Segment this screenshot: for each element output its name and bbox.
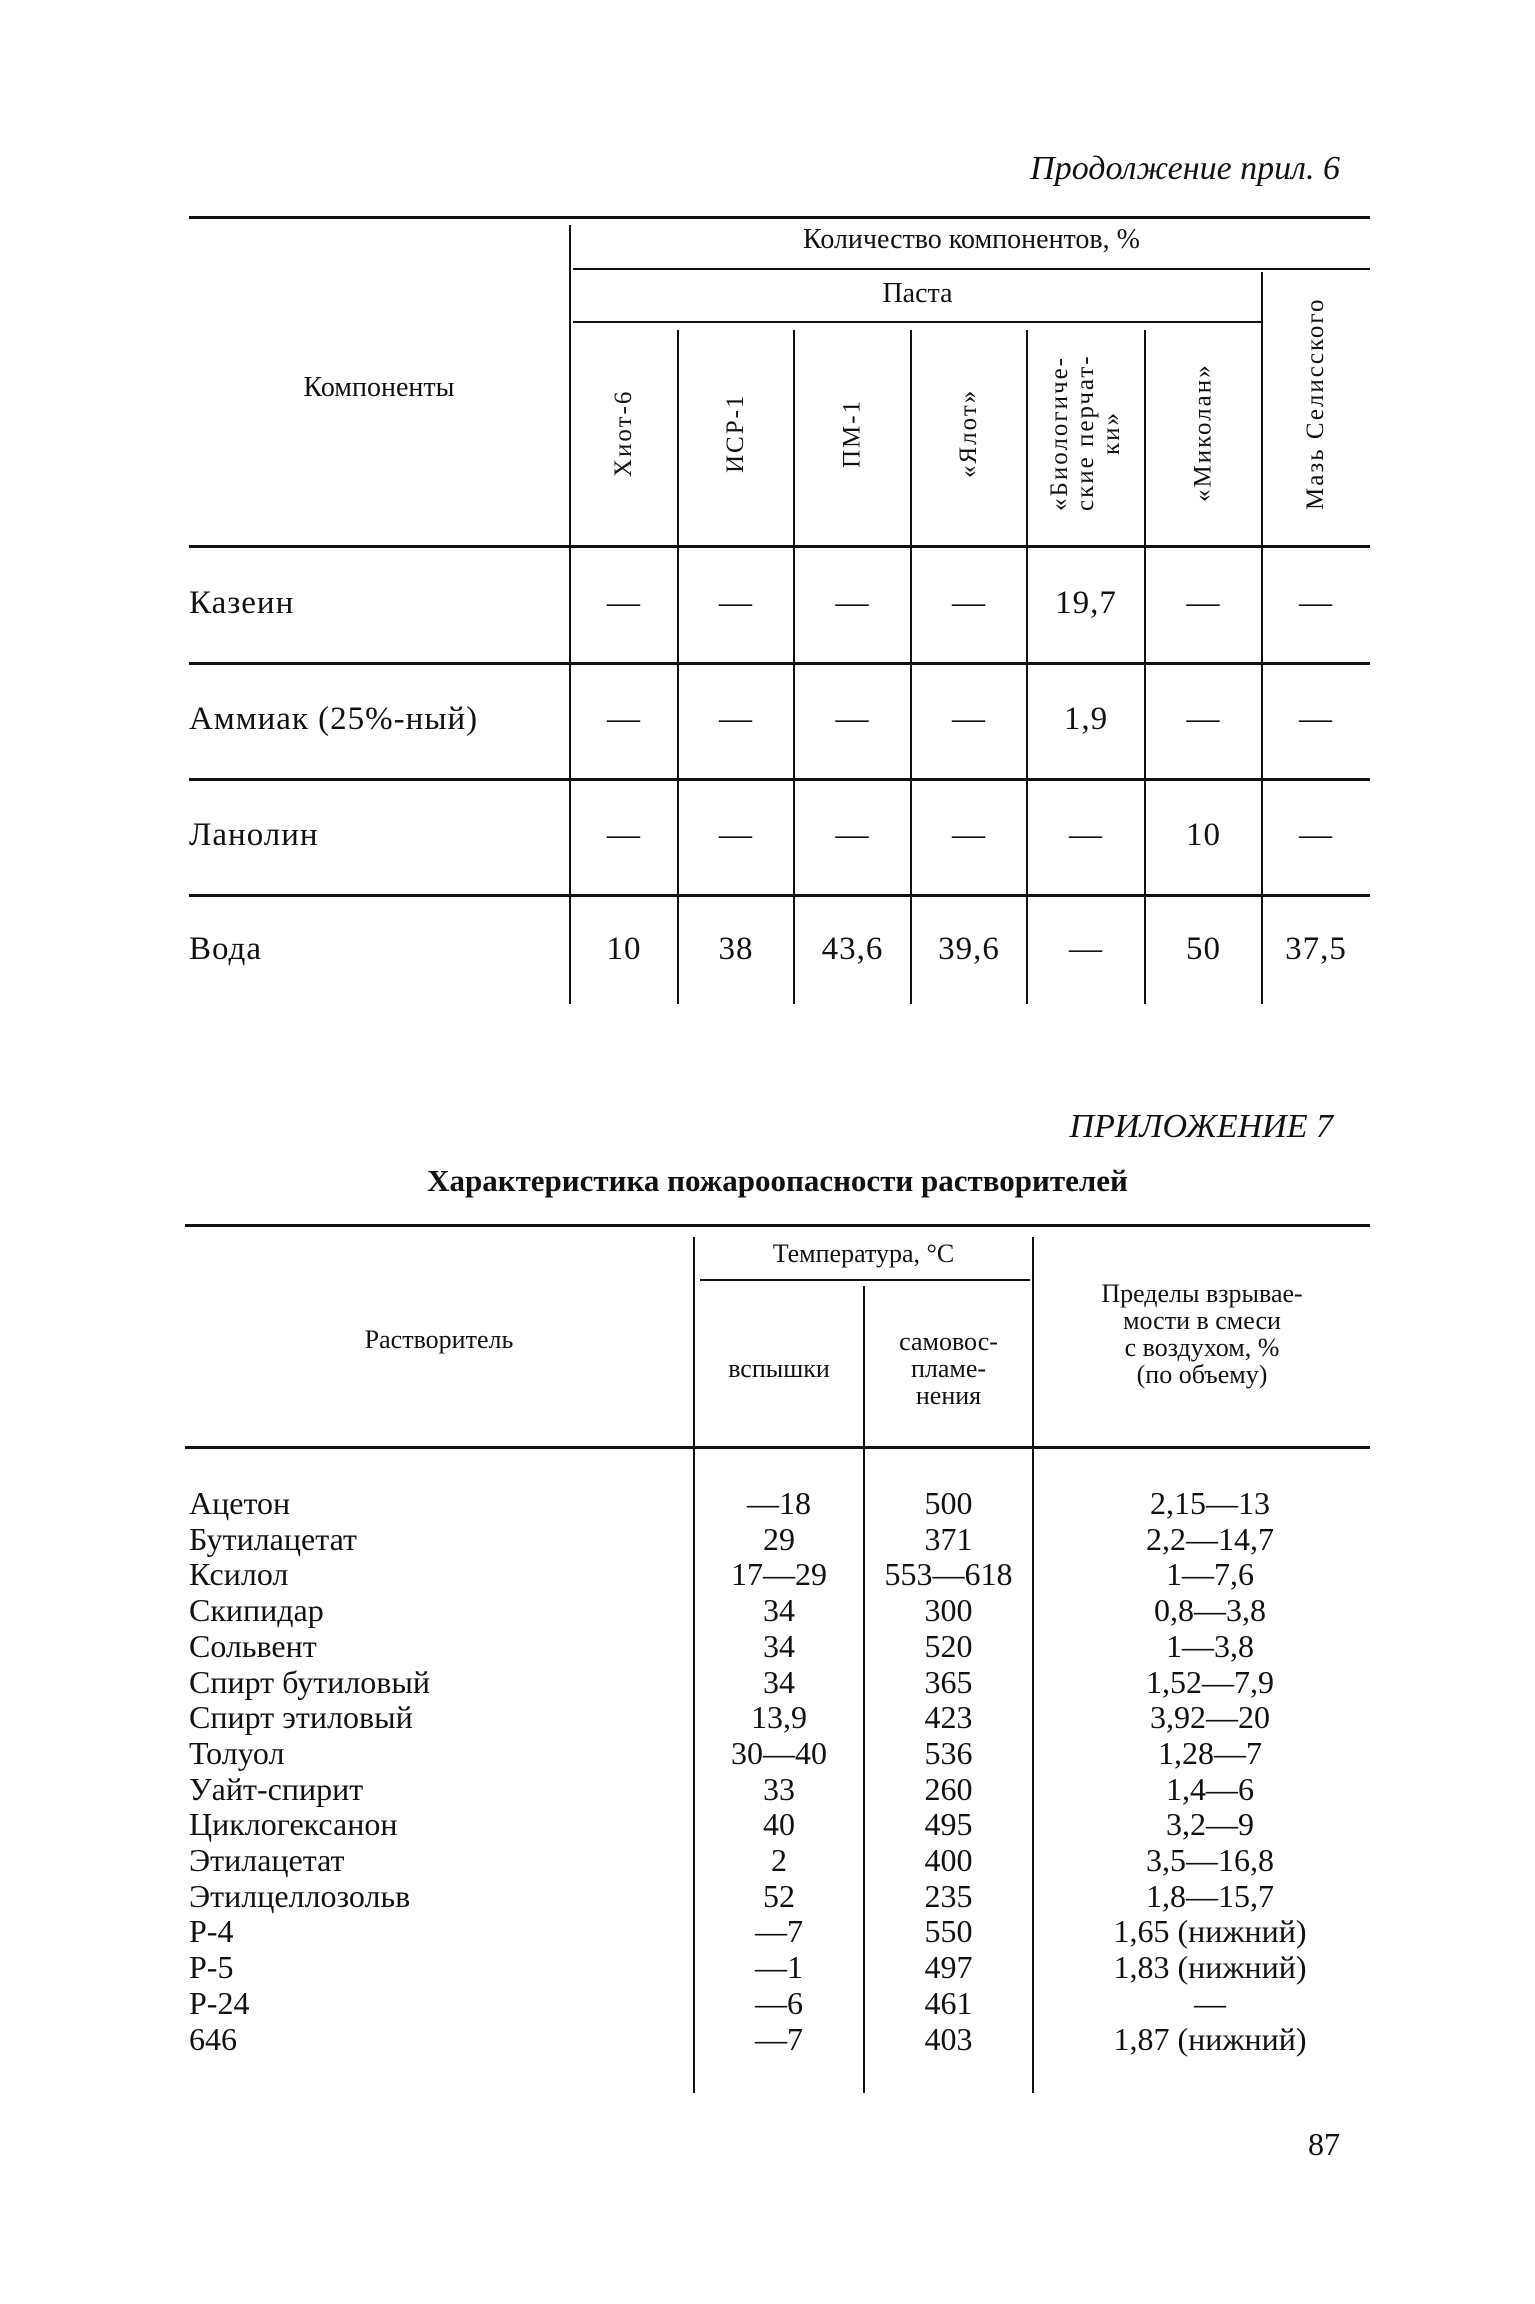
solvent-name: Бутилацетат [189, 1520, 357, 1557]
column-header [570, 330, 678, 536]
column-header-line: «Миколан» [1189, 363, 1217, 503]
flash-point: 52 [763, 1877, 795, 1914]
column-header [1145, 330, 1262, 536]
explosive-limits: 1,52—7,9 [1146, 1663, 1274, 1700]
table-rule [185, 1446, 1370, 1449]
flash-point: 30—40 [731, 1734, 827, 1771]
solvent-name: Толуол [189, 1734, 285, 1771]
continuation-label: Продолжение прил. 6 [1030, 150, 1340, 187]
row-separator [189, 778, 1370, 781]
solvent-name: Спирт этиловый [189, 1699, 413, 1736]
explosive-limits: 1,4—6 [1166, 1770, 1254, 1807]
table-cell: 19,7 [1055, 585, 1117, 621]
solvent-name: Р-5 [189, 1949, 234, 1986]
solvent-name: Р-4 [189, 1913, 234, 1950]
column-header-line: ПМ-1 [838, 398, 866, 468]
flash-point: 34 [763, 1592, 795, 1629]
autoignition-temp: 553—618 [884, 1556, 1013, 1593]
flash-header: вспышки [728, 1354, 830, 1383]
autoignition-temp: 497 [924, 1949, 973, 1986]
table-cell: — [1069, 817, 1103, 853]
flash-point: 2 [771, 1842, 787, 1878]
explosive-limits: 1—3,8 [1166, 1627, 1254, 1664]
solvent-name: Ацетон [189, 1485, 291, 1521]
explosive-limits: 3,2—9 [1166, 1806, 1254, 1843]
flash-point: —7 [755, 2020, 803, 2057]
table-rule [189, 216, 1370, 219]
flash-point: 29 [763, 1520, 795, 1557]
header-line: самовос- [899, 1327, 998, 1356]
flash-point: —18 [747, 1485, 811, 1521]
solvent-name: Ксилол [189, 1556, 289, 1593]
stub-header: Растворитель [364, 1325, 514, 1354]
solvent-name: Р-24 [189, 1984, 250, 2021]
column-header [678, 330, 794, 536]
explosive-limits: 1,65 (нижний) [1113, 1913, 1307, 1950]
flash-point: —1 [755, 1949, 803, 1986]
table-rule [189, 545, 1370, 548]
header-line: (по объему) [1136, 1360, 1268, 1389]
table-cell: — [835, 701, 870, 737]
table-cell: — [607, 701, 641, 737]
row-label: Казеин [189, 585, 295, 621]
table-cell: — [952, 701, 986, 737]
solvent-name: Этилцеллозольв [189, 1877, 411, 1914]
flash-point: 17—29 [731, 1556, 827, 1593]
explosive-limits: 1,28—7 [1158, 1734, 1262, 1771]
autoignition-temp: 550 [924, 1913, 973, 1950]
autoignition-temp: 300 [924, 1592, 973, 1629]
flash-point: 40 [763, 1806, 795, 1843]
column-header [1262, 272, 1370, 536]
stub-header: Компоненты [303, 372, 455, 403]
solvent-name: Уайт-спирит [189, 1770, 364, 1807]
explosive-limits: — [1194, 1984, 1226, 2021]
explosive-limits: 3,5—16,8 [1146, 1842, 1274, 1878]
flash-point: 13,9 [751, 1699, 807, 1736]
column-header-line: ские перчат- [1072, 354, 1099, 512]
explosive-limits: 3,92—20 [1150, 1699, 1270, 1736]
header-line: с воздухом, % [1124, 1333, 1280, 1362]
table-title: Характеристика пожароопасности растворителей [427, 1163, 1128, 1198]
limits-header [1034, 1280, 1370, 1388]
autoignition-temp: 423 [924, 1699, 973, 1736]
row-label: Аммиак (25%-ный) [189, 701, 479, 737]
table-cell: — [719, 701, 753, 737]
header-line: Пределы взрывае- [1101, 1279, 1303, 1308]
flash-point: 34 [763, 1663, 795, 1700]
table-cell: — [1299, 817, 1333, 853]
table-cell: — [952, 585, 986, 621]
table-cell: — [1186, 585, 1221, 621]
row-label: Ланолин [189, 817, 319, 853]
flash-point: —6 [755, 1984, 803, 2021]
explosive-limits: 2,2—14,7 [1146, 1520, 1274, 1557]
table-cell: — [607, 817, 641, 853]
table-cell: — [1299, 701, 1333, 737]
column-header-line: ИСР-1 [722, 393, 749, 473]
solvent-name: Спирт бутиловый [189, 1663, 431, 1700]
subgroup-header: Паста [882, 278, 953, 309]
header-line: мости в смеси [1123, 1306, 1281, 1335]
column-header-line: ки» [1098, 410, 1125, 456]
table-cell: 10 [606, 931, 642, 967]
table-cell: 50 [1186, 931, 1221, 967]
autoignition-temp: 520 [924, 1627, 973, 1664]
table-cell: 43,6 [821, 931, 884, 967]
table-rule [573, 268, 1370, 270]
solvent-name: Скипидар [189, 1592, 324, 1629]
explosive-limits: 1,83 (нижний) [1113, 1949, 1307, 1986]
table-cell: — [1186, 701, 1221, 737]
table-cell: 1,9 [1063, 701, 1109, 737]
autoignition-temp: 403 [924, 2020, 973, 2057]
autoignition-temp: 365 [924, 1663, 973, 1700]
explosive-limits: 2,15—13 [1150, 1485, 1270, 1521]
autoignition-temp: 400 [924, 1842, 973, 1878]
autoignition-temp: 495 [924, 1806, 973, 1843]
column-header [1027, 330, 1145, 536]
table-cell: 10 [1186, 817, 1221, 853]
table-cell: 37,5 [1285, 931, 1347, 967]
table-cell: — [719, 585, 753, 621]
column-header [794, 330, 911, 536]
column-header-line: Мазь Селисского [1302, 297, 1329, 511]
appendix-label: ПРИЛОЖЕНИЕ 7 [1069, 1108, 1333, 1145]
autoignition-temp: 260 [924, 1770, 973, 1807]
table-cell: — [835, 817, 870, 853]
row-label: Вода [189, 931, 262, 967]
temperature-header: Температура, °С [772, 1239, 955, 1268]
solvent-name: 646 [189, 2020, 237, 2057]
explosive-limits: 1,8—15,7 [1146, 1877, 1274, 1914]
autoignition-temp: 461 [924, 1984, 973, 2021]
column-header-line: «Ялот» [955, 388, 982, 478]
table-rule [185, 1224, 1370, 1227]
table-rule [700, 1279, 1030, 1281]
explosive-limits: 1—7,6 [1166, 1556, 1254, 1593]
column-header [911, 330, 1027, 536]
explosive-limits: 0,8—3,8 [1154, 1592, 1266, 1629]
table-cell: — [607, 585, 641, 621]
autoignition-temp: 536 [924, 1734, 973, 1771]
group-header: Количество компонентов, % [803, 224, 1140, 255]
flash-point: 34 [763, 1627, 795, 1664]
table-cell: 39,6 [938, 931, 1000, 967]
row-separator [189, 662, 1370, 665]
table-rule [573, 321, 1262, 323]
row-separator [189, 894, 1370, 897]
table-cell: — [952, 817, 986, 853]
table-cell: — [835, 585, 870, 621]
table-cell: — [1299, 585, 1333, 621]
flash-point: 33 [763, 1770, 795, 1807]
header-line: пламе- [910, 1354, 987, 1383]
table-cell: — [1069, 931, 1103, 967]
column-header-line: «Биологиче- [1046, 355, 1073, 511]
solvent-name: Сольвент [189, 1627, 317, 1664]
table-cell: — [719, 817, 753, 853]
solvent-name: Этилацетат [189, 1842, 345, 1878]
autoignition-temp: 371 [924, 1520, 973, 1557]
page-number: 87 [1308, 2126, 1340, 2162]
table-cell: 38 [718, 931, 754, 967]
explosive-limits: 1,87 (нижний) [1113, 2020, 1307, 2057]
solvent-name: Циклогексанон [189, 1806, 398, 1843]
autoignition-temp: 500 [924, 1485, 973, 1521]
autoignition-temp: 235 [924, 1877, 973, 1914]
column-header-line: Хиот-6 [610, 389, 637, 477]
autoignition-header [865, 1328, 1032, 1409]
header-line: нения [915, 1381, 982, 1410]
flash-point: —7 [755, 1913, 803, 1950]
